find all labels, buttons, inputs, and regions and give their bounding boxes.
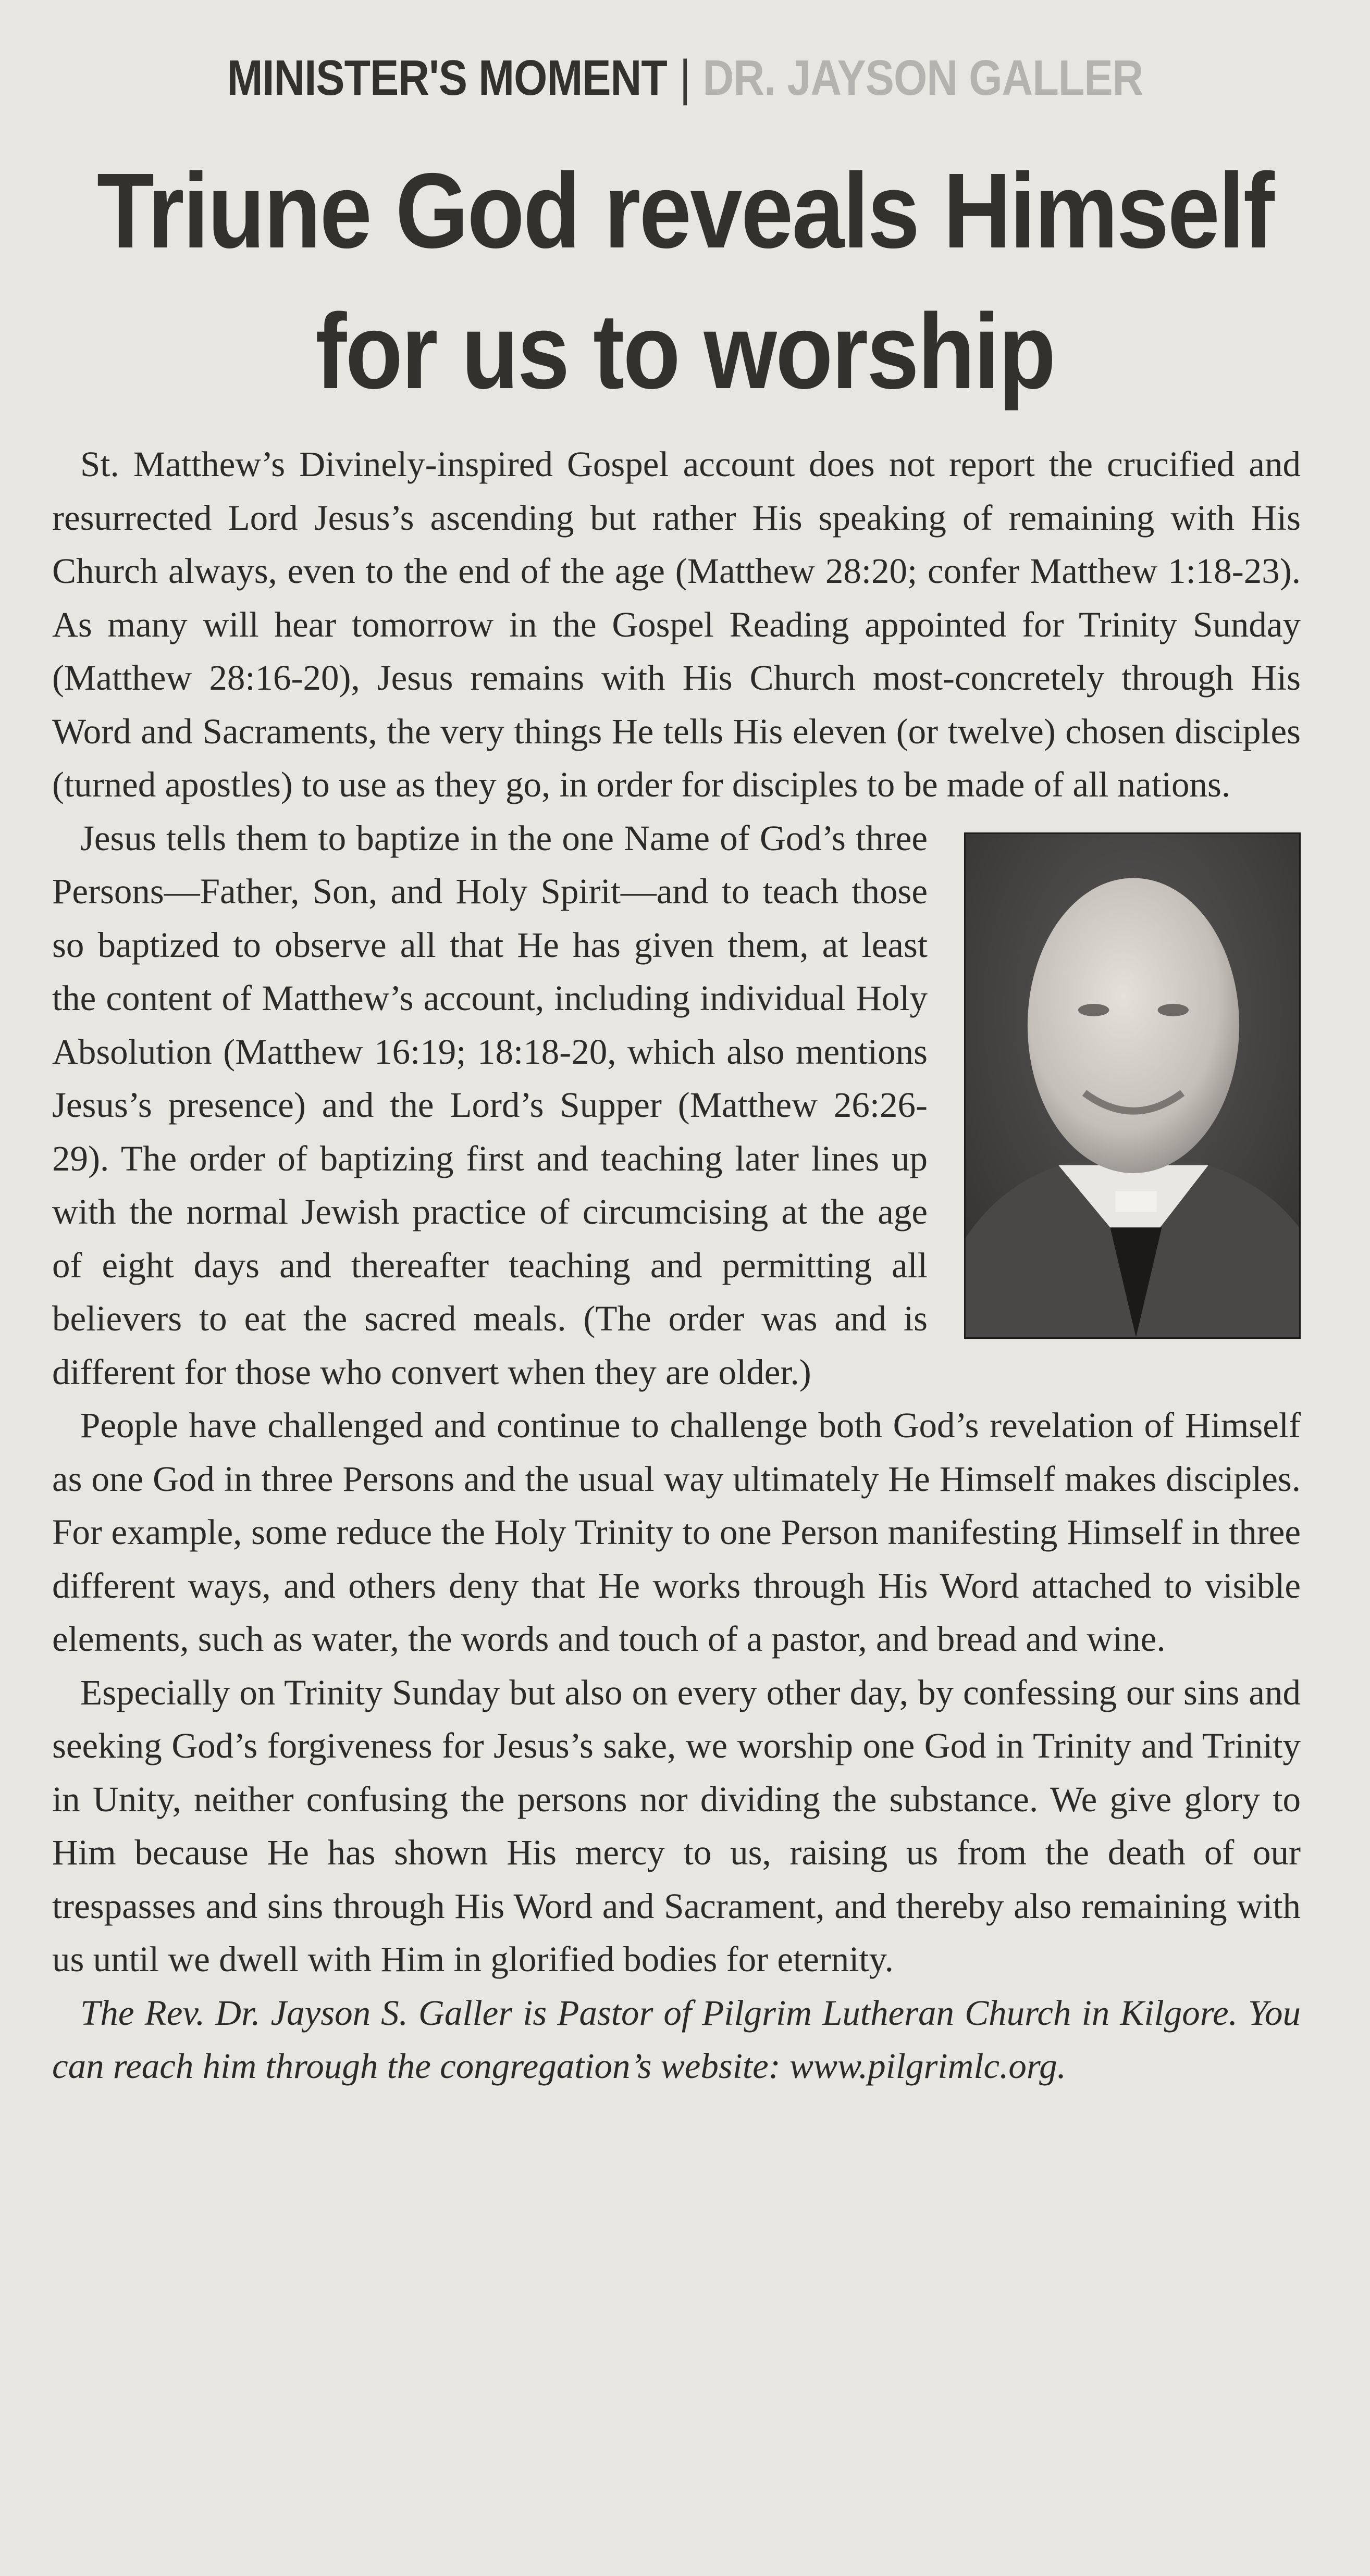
portrait-image (966, 834, 1299, 1337)
section-name: MINISTER'S MOMENT (227, 50, 667, 106)
article-paragraph-2: Jesus tells them to baptize in the one Name of God’s three Persons—Father, Son, and Holy Spirit—and to teach those so baptized to observe all that He has given them, at least the content of Matthew’s account, including individual Holy Absolution (Matthew 16:19; 18:18-20, which also mentions Jesus’s presence) and the Lord’s Supper (Matthew 26:26-29). The order of baptizing first and teaching later lines up with the normal Jewish practice of circumcising at the age of eight days and thereafter teaching and permitting all believers to eat the sacred meals. (The order was and is different for those who convert when they are older.) (52, 818, 928, 1392)
author-bio: The Rev. Dr. Jayson S. Galler is Pastor of Pilgrim Lutheran Church in Kilgore. You can reach him through the congregation’s website: www.pilgrimlc.org. (52, 1993, 1301, 2086)
article-paragraph-3: People have challenged and continue to challenge both God’s revelation of Himself as one God in three Persons and the usual way ultimately He Himself makes disciples. For example, some reduce the Holy Trinity to one Person manifesting Himself in three different ways, and others deny that He works through His Word attached to visible elements, such as water, the words and touch of a pastor, and bread and wine. (52, 1405, 1301, 1659)
headline-line-1: Triune God reveals Himself (96, 151, 1274, 270)
author-name: DR. JAYSON GALLER (702, 50, 1143, 106)
headline (82, 141, 1288, 422)
kicker-separator: | (680, 50, 690, 106)
article-paragraph-4: Especially on Trinity Sunday but also on every other day, by confessing our sins and seeking God’s forgiveness for Jesus’s sake, we worship one God in Trinity and Trinity in Unity, neither confusing the persons nor dividing the substance. We give glory to Him because He has shown His mercy to us, raising us from the death of our trespasses and sins through His Word and Sacrament, and thereby also remaining with us until we dwell with Him in glorified bodies for eternity. (52, 1672, 1301, 1979)
headline-line-2: for us to worship (315, 292, 1055, 411)
author-photo (964, 832, 1301, 1339)
article-paragraph-1: St. Matthew’s Divinely-inspired Gospel account does not report the crucified and resurrected Lord Jesus’s ascending but rather His speaking of remaining with His Church always, even to the end of the age (Matthew 28:20; confer Matthew 1:18-23). As many will hear tomorrow in the Gospel Reading appointed for Trinity Sunday (Matthew 28:16-20), Jesus remains with His Church most-concretely through His Word and Sacraments, the very things He tells His eleven (or twelve) chosen disciples (turned apostles) to use as they go, in order for disciples to be made of all nations. (52, 444, 1301, 804)
article-body (52, 438, 1301, 2093)
column-kicker (96, 49, 1274, 107)
